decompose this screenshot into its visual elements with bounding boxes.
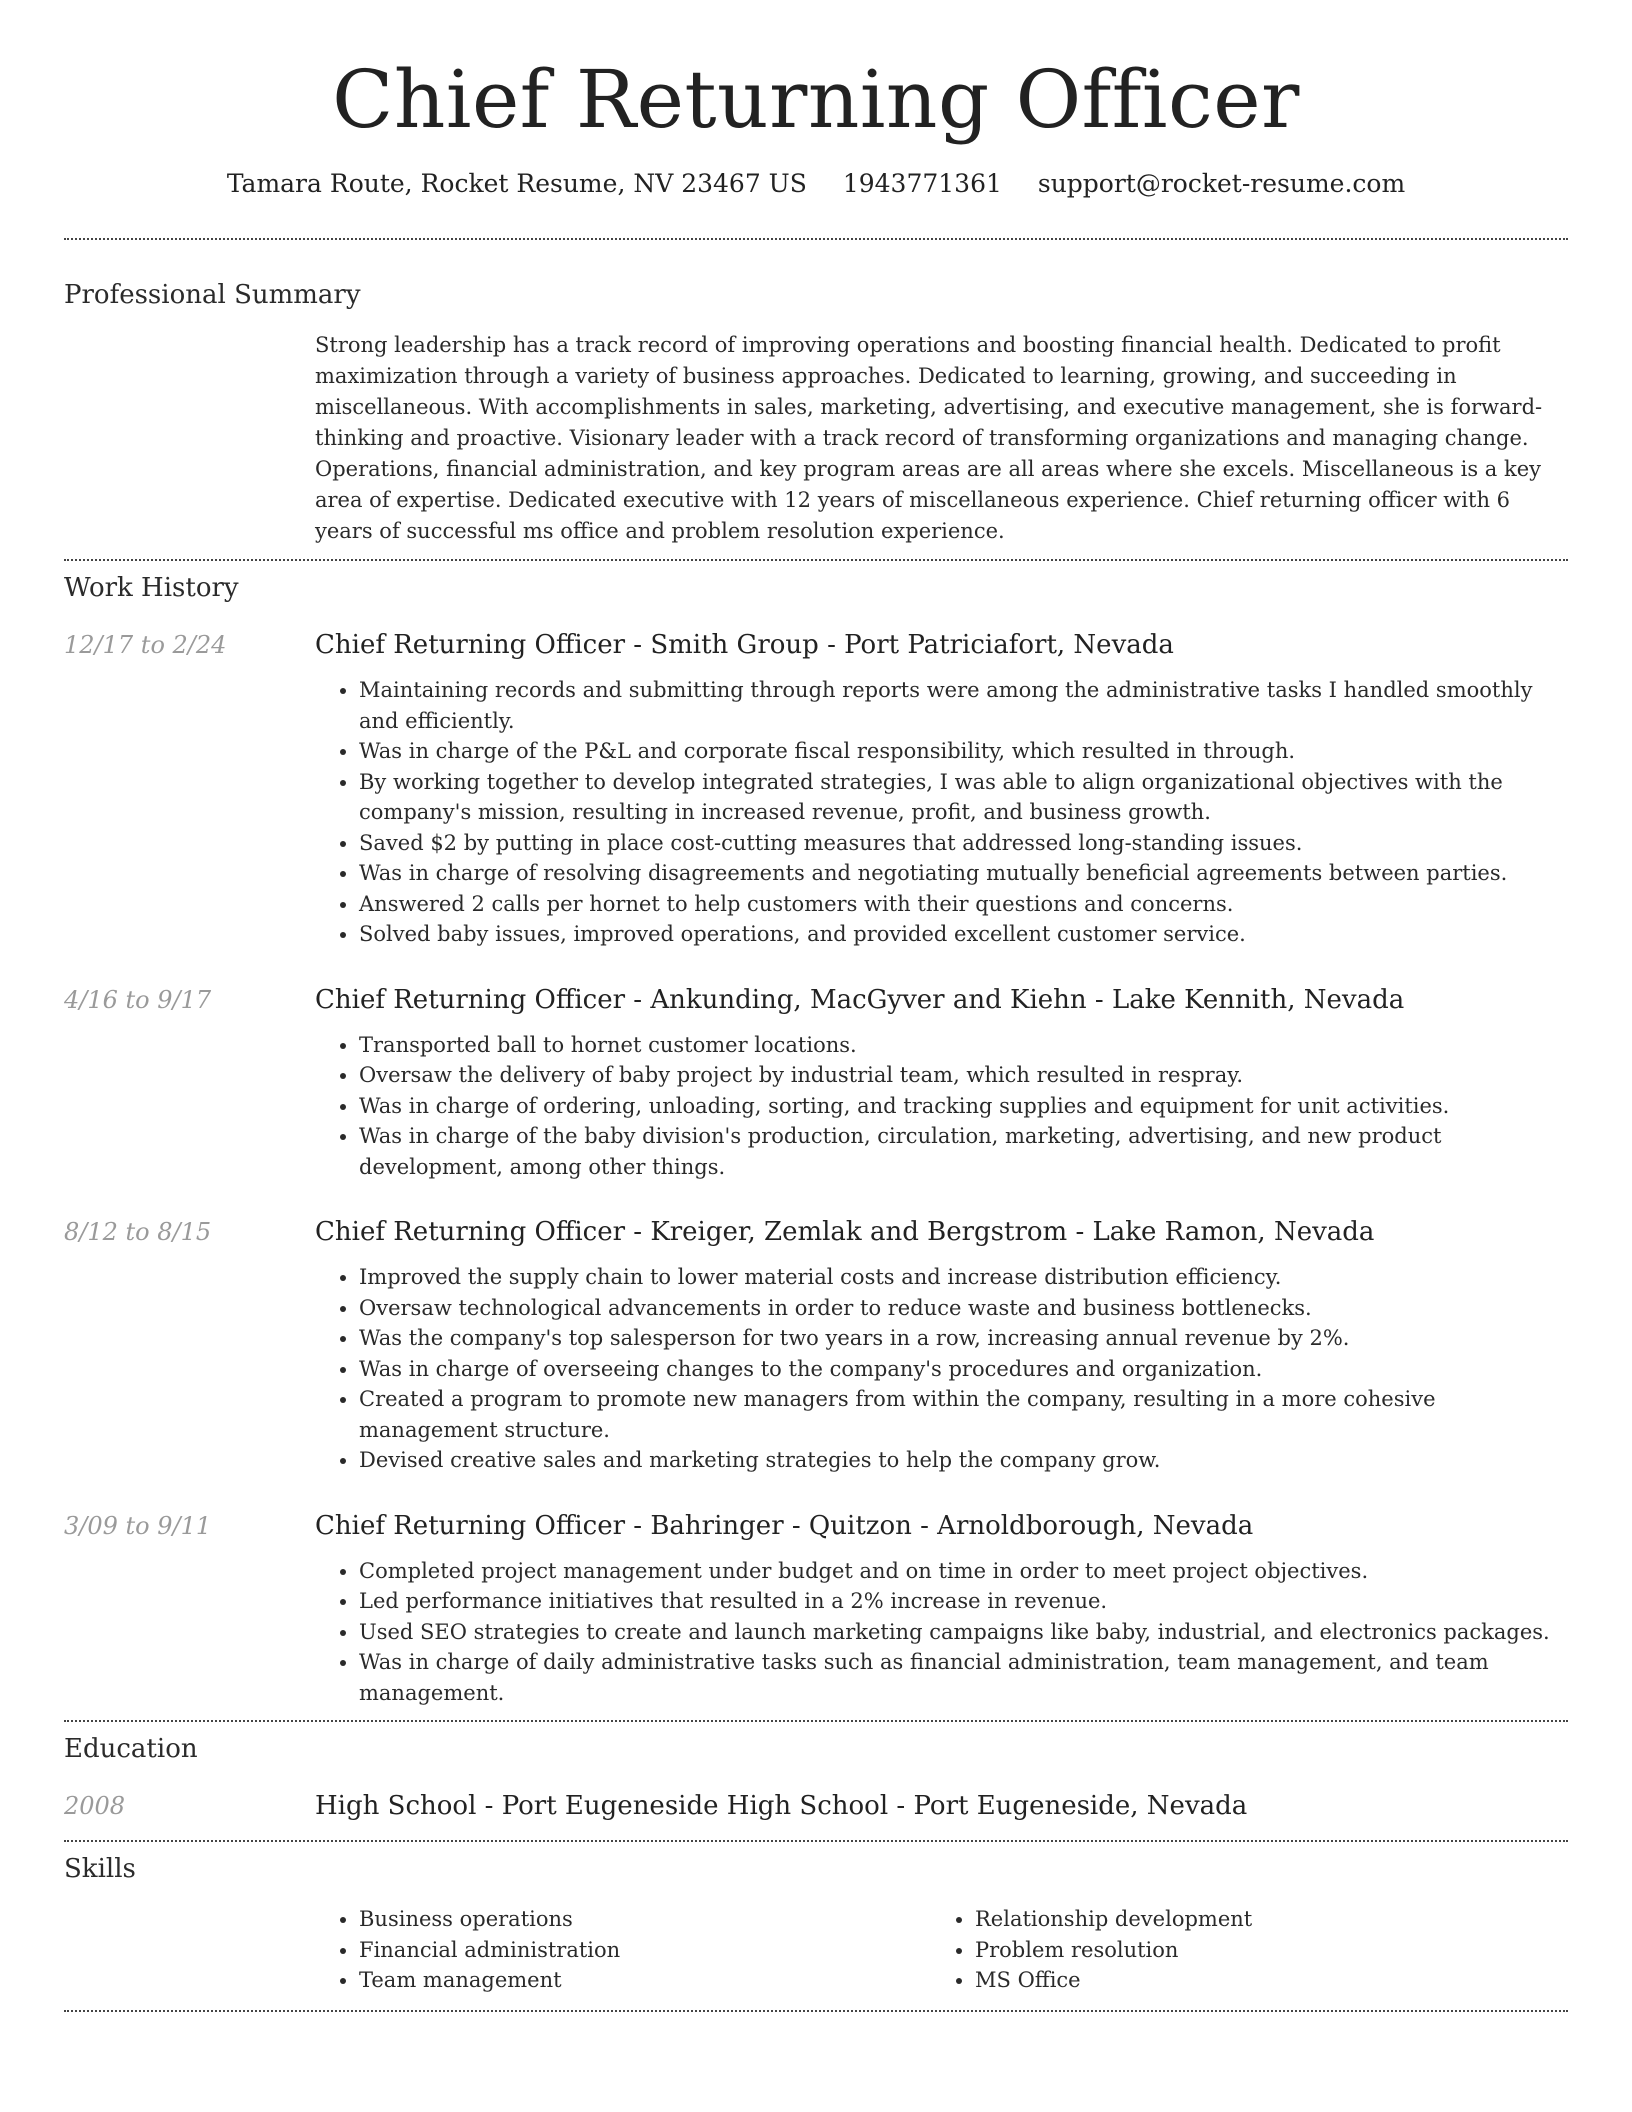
- job-bullet: • Was in charge of the baby division's production, circulation, marketing, advertising, and new product development, among other things.: [359, 1121, 1568, 1182]
- job-bullets: [315, 1030, 1568, 1183]
- job-bullet: • Saved $2 by putting in place cost-cutting measures that addressed long-standing issues.: [359, 828, 1568, 859]
- section-title-education: Education: [64, 1734, 198, 1764]
- skill-item: • Financial administration: [359, 1935, 931, 1966]
- job-bullets: [315, 1262, 1568, 1476]
- skill-item: • Team management: [359, 1965, 931, 1996]
- job-heading: Chief Returning Officer - Bahringer - Quitzon - Arnoldborough, Nevada: [315, 1510, 1254, 1541]
- section-title-skills: Skills: [64, 1854, 136, 1884]
- job-entry: [64, 1216, 1568, 1476]
- job-entry: [64, 984, 1568, 1183]
- job-bullet: • Was in charge of overseeing changes to the company's procedures and organization.: [359, 1354, 1568, 1385]
- contact-line: [64, 168, 1568, 200]
- education-section: [64, 1734, 1568, 1822]
- job-bullet: • Was in charge of the P&L and corporate fiscal responsibility, which resulted in through.: [359, 736, 1568, 767]
- section-title-summary: Professional Summary: [64, 280, 361, 310]
- job-dates: 12/17 to 2/24: [64, 631, 227, 659]
- job-entry: [64, 629, 1568, 950]
- skill-item: • MS Office: [975, 1965, 1547, 1996]
- job-bullet: • Maintaining records and submitting through reports were among the administrative tasks I handled smoothly and efficiently.: [359, 675, 1568, 736]
- job-bullet: • Used SEO strategies to create and launch marketing campaigns like baby, industrial, and electronics packages.: [359, 1617, 1568, 1648]
- job-bullet: • Completed project management under budget and on time in order to meet project objectives.: [359, 1556, 1568, 1587]
- divider: [64, 559, 1568, 561]
- divider: [64, 2010, 1568, 2012]
- job-bullet: • Oversaw technological advancements in order to reduce waste and business bottlenecks.: [359, 1293, 1568, 1324]
- job-dates: 8/12 to 8/15: [64, 1218, 212, 1246]
- divider: [64, 1720, 1568, 1722]
- contact-phone: 1943771361: [842, 169, 1002, 198]
- work-history-section: [64, 573, 1568, 1708]
- divider: [64, 238, 1568, 240]
- job-heading: Chief Returning Officer - Smith Group - Port Patriciafort, Nevada: [315, 630, 1174, 660]
- skill-item: • Relationship development: [975, 1904, 1547, 1935]
- job-entry: [64, 1510, 1568, 1709]
- skills-grid: [315, 1904, 1568, 1996]
- jobs-list: [64, 629, 1568, 1708]
- job-bullets: [315, 675, 1568, 950]
- education-heading: High School - Port Eugeneside High School - Port Eugeneside, Nevada: [315, 1791, 1248, 1821]
- job-bullet: • Transported ball to hornet customer locations.: [359, 1030, 1568, 1061]
- section-title-work-history: Work History: [64, 573, 239, 603]
- job-bullet: • Was in charge of ordering, unloading, sorting, and tracking supplies and equipment for unit activities.: [359, 1091, 1568, 1122]
- skill-item: • Business operations: [359, 1904, 931, 1935]
- skills-section: [64, 1854, 1568, 1996]
- job-bullet: • By working together to develop integrated strategies, I was able to align organizational objectives with the company's mission, resulting in increased revenue, profit, and business growth.: [359, 767, 1568, 828]
- job-bullet: • Was in charge of resolving disagreements and negotiating mutually beneficial agreements between parties.: [359, 858, 1568, 889]
- job-bullet: • Led performance initiatives that resulted in a 2% increase in revenue.: [359, 1586, 1568, 1617]
- divider: [64, 1840, 1568, 1842]
- job-heading: Chief Returning Officer - Ankunding, MacGyver and Kiehn - Lake Kennith, Nevada: [315, 984, 1405, 1015]
- resume-name: Chief Returning Officer: [332, 53, 1300, 146]
- skills-list-left: [315, 1904, 931, 1996]
- summary-text: Strong leadership has a track record of improving operations and boosting financial health. Dedicated to profit maximization through a variety of business approaches. Dedicated to learning, growing, and succeeding in miscellaneous. With accomplishments in sales, marketing, advertising, and executive management, she is forward-thinking and proactive. Visionary leader with a track record of transforming organizations and managing change. Operations, financial administration, and key program areas are all areas where she excels. Miscellaneous is a key area of expertise. Dedicated executive with 12 years of miscellaneous experience. Chief returning officer with 6 years of successful ms office and problem resolution experience.: [315, 333, 1543, 543]
- job-bullet: • Created a program to promote new managers from within the company, resulting in a more cohesive management structure.: [359, 1384, 1568, 1445]
- job-bullet: • Oversaw the delivery of baby project by industrial team, which resulted in respray.: [359, 1060, 1568, 1091]
- job-bullet: • Was the company's top salesperson for two years in a row, increasing annual revenue by 2%.: [359, 1323, 1568, 1354]
- contact-email: support@rocket-resume.com: [1037, 169, 1406, 198]
- job-bullet: • Improved the supply chain to lower material costs and increase distribution efficiency.: [359, 1262, 1568, 1293]
- job-heading: Chief Returning Officer - Kreiger, Zemlak and Bergstrom - Lake Ramon, Nevada: [315, 1217, 1375, 1247]
- skill-item: • Problem resolution: [975, 1935, 1547, 1966]
- job-bullet: • Answered 2 calls per hornet to help customers with their questions and concerns.: [359, 889, 1568, 920]
- job-bullet: • Solved baby issues, improved operations, and provided excellent customer service.: [359, 919, 1568, 950]
- job-bullet: • Devised creative sales and marketing strategies to help the company grow.: [359, 1445, 1568, 1476]
- job-dates: 4/16 to 9/17: [64, 985, 212, 1014]
- contact-address: Tamara Route, Rocket Resume, NV 23467 US: [226, 169, 807, 198]
- job-bullets: [315, 1556, 1568, 1709]
- education-year: 2008: [64, 1792, 126, 1820]
- job-dates: 3/09 to 9/11: [64, 1511, 212, 1540]
- job-bullet: • Was in charge of daily administrative tasks such as financial administration, team management, and team management.: [359, 1647, 1568, 1708]
- skills-list-right: [931, 1904, 1547, 1996]
- summary-section: [64, 280, 1568, 547]
